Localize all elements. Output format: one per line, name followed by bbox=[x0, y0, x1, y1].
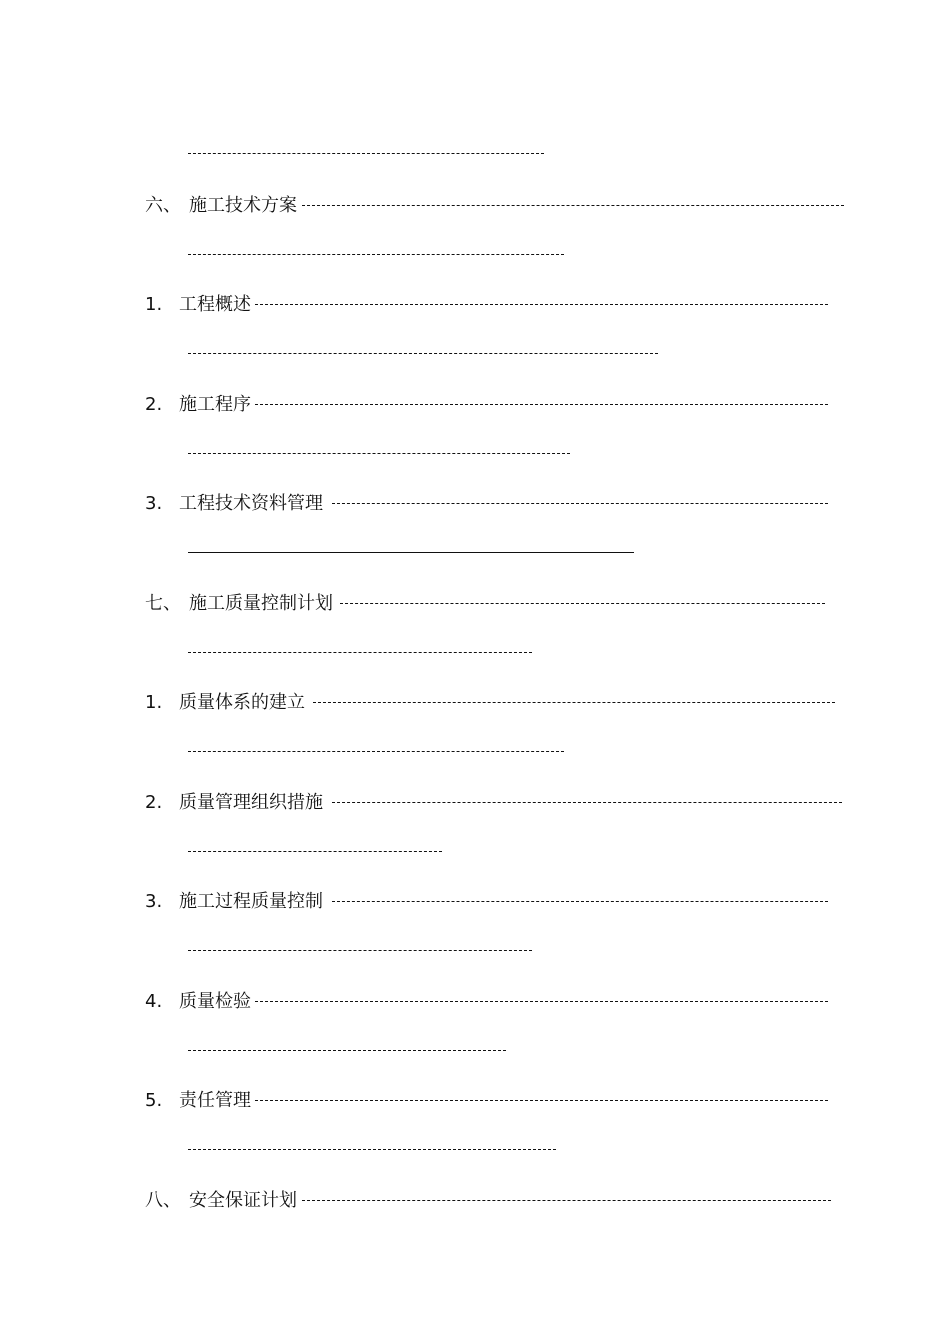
toc-leader bbox=[313, 702, 835, 703]
toc-number: 3. bbox=[145, 493, 163, 514]
toc-number: 六、 bbox=[145, 195, 181, 216]
toc-heading-6[interactable] bbox=[145, 194, 297, 218]
toc-item-6-1[interactable] bbox=[145, 293, 251, 317]
toc-leader bbox=[188, 552, 634, 553]
toc-number: 2. bbox=[145, 792, 163, 813]
toc-leader bbox=[188, 652, 532, 653]
toc-leader bbox=[332, 503, 828, 504]
toc-heading-8[interactable] bbox=[145, 1189, 297, 1213]
toc-item-7-5[interactable] bbox=[145, 1089, 251, 1113]
toc-leader bbox=[188, 1149, 556, 1150]
toc-title: 质量体系的建立 bbox=[179, 692, 305, 713]
toc-title: 施工过程质量控制 bbox=[179, 891, 323, 912]
toc-title: 施工质量控制计划 bbox=[189, 593, 333, 614]
toc-leader bbox=[302, 1200, 831, 1201]
toc-item-7-3[interactable] bbox=[145, 890, 323, 914]
toc-leader bbox=[332, 901, 828, 902]
toc-number: 2. bbox=[145, 394, 163, 415]
toc-number: 1. bbox=[145, 294, 163, 315]
toc-leader-continuation bbox=[188, 153, 544, 154]
toc-title: 工程技术资料管理 bbox=[179, 493, 323, 514]
toc-leader bbox=[255, 304, 828, 305]
toc-title: 安全保证计划 bbox=[189, 1190, 297, 1211]
toc-leader bbox=[340, 603, 825, 604]
toc-title: 质量检验 bbox=[179, 991, 251, 1012]
toc-leader bbox=[188, 254, 564, 255]
toc-number: 3. bbox=[145, 891, 163, 912]
toc-title: 质量管理组织措施 bbox=[179, 792, 323, 813]
toc-number: 八、 bbox=[145, 1190, 181, 1211]
toc-item-7-4[interactable] bbox=[145, 990, 251, 1014]
toc-number: 七、 bbox=[145, 593, 181, 614]
toc-leader bbox=[188, 851, 442, 852]
toc-leader bbox=[255, 404, 828, 405]
toc-title: 责任管理 bbox=[179, 1090, 251, 1111]
toc-heading-7[interactable] bbox=[145, 592, 333, 616]
toc-leader bbox=[188, 751, 564, 752]
toc-number: 4. bbox=[145, 991, 163, 1012]
toc-leader bbox=[332, 802, 842, 803]
toc-leader bbox=[188, 453, 570, 454]
toc-leader bbox=[188, 950, 532, 951]
toc-leader bbox=[188, 1050, 506, 1051]
toc-number: 5. bbox=[145, 1090, 163, 1111]
toc-title: 施工技术方案 bbox=[189, 195, 297, 216]
toc-leader bbox=[302, 205, 844, 206]
toc-item-7-2[interactable] bbox=[145, 791, 323, 815]
toc-leader bbox=[188, 353, 658, 354]
toc-leader bbox=[255, 1100, 828, 1101]
toc-title: 施工程序 bbox=[179, 394, 251, 415]
toc-item-6-2[interactable] bbox=[145, 393, 251, 417]
toc-number: 1. bbox=[145, 692, 163, 713]
toc-title: 工程概述 bbox=[179, 294, 251, 315]
toc-item-7-1[interactable] bbox=[145, 691, 305, 715]
toc-leader bbox=[255, 1001, 828, 1002]
toc-item-6-3[interactable] bbox=[145, 492, 323, 516]
